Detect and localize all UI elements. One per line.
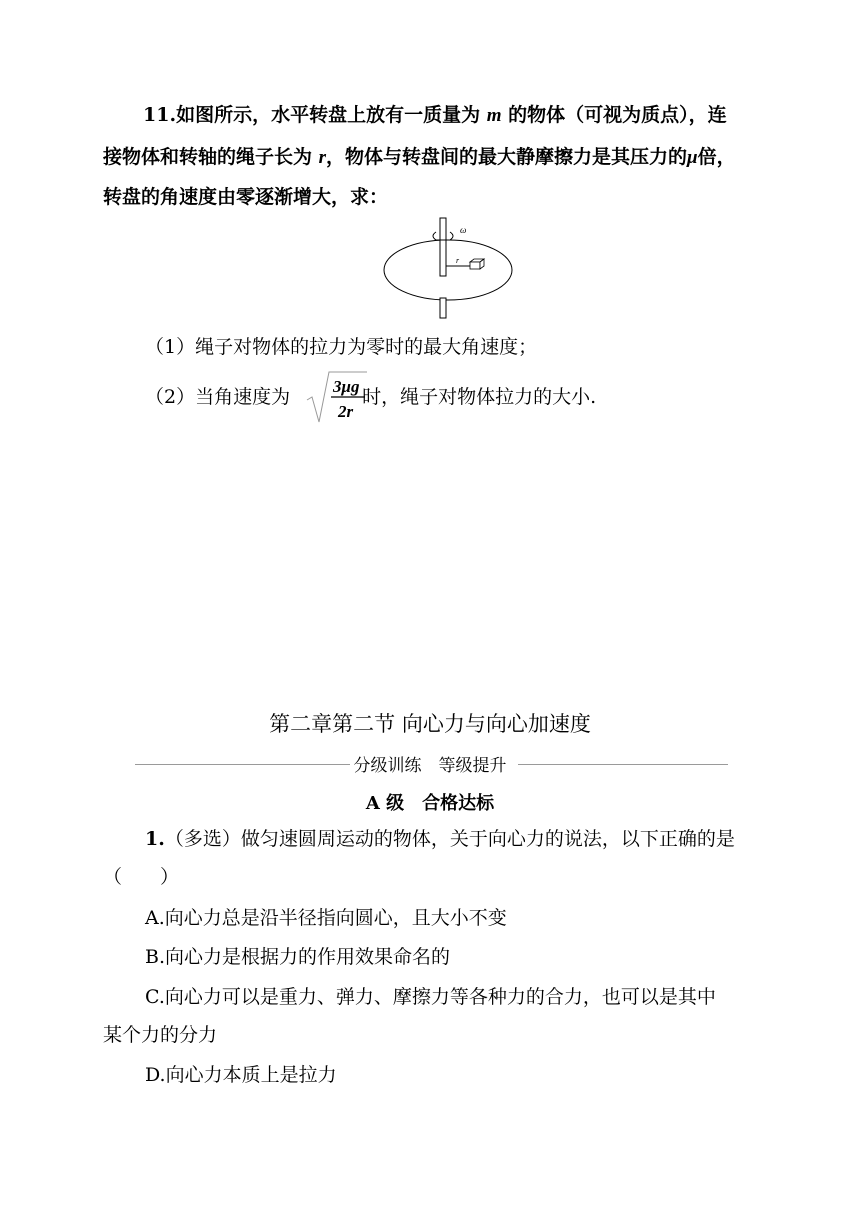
section-title: 第二章第二节 向心力与向心加速度 bbox=[269, 712, 591, 736]
fraction-numerator: 3μg bbox=[333, 377, 360, 396]
q1-line-2 bbox=[103, 866, 763, 888]
q1-answer-blank: （ ） bbox=[103, 866, 180, 888]
section-subtitle-text: 分级训练 等级提升 bbox=[350, 756, 511, 776]
q11-var-r: r bbox=[318, 147, 327, 168]
q1-option-c-cont bbox=[103, 1024, 763, 1046]
q1-option-c bbox=[103, 986, 763, 1008]
q11-part-1-text: （1）绳子对物体的拉力为零时的最大角速度； bbox=[145, 336, 538, 358]
q1-option-c-text-1: C.向心力可以是重力、弹力、摩擦力等各种力的合力，也可以是其中 bbox=[145, 986, 716, 1008]
figure-label-r: r bbox=[456, 256, 460, 265]
q11-line-2 bbox=[103, 146, 763, 169]
q1-option-d-text: D.向心力本质上是拉力 bbox=[145, 1064, 337, 1086]
q11-text-2b: ，物体与转盘间的最大静摩擦力是其压力的 bbox=[326, 146, 688, 168]
q1-option-a-text: A.向心力总是沿半径指向圆心，且大小不变 bbox=[145, 907, 507, 929]
q11-line-1 bbox=[103, 104, 763, 127]
sqrt-fraction bbox=[305, 370, 375, 426]
q11-var-m: m bbox=[486, 105, 502, 126]
q11-text-3: 转盘的角速度由零逐渐增大，求： bbox=[103, 186, 389, 208]
q1-stem: （多选）做匀速圆周运动的物体，关于向心力的说法，以下正确的是 bbox=[164, 828, 735, 850]
q1-option-c-text-2: 某个力的分力 bbox=[103, 1024, 218, 1046]
q1-number: 1. bbox=[145, 828, 165, 850]
section-subtitle bbox=[0, 751, 860, 776]
level-heading: A 级 合格达标 bbox=[365, 793, 495, 814]
turntable-shaft-top bbox=[440, 218, 446, 276]
q11-text-1b: 的物体（可视为质点），连 bbox=[501, 104, 727, 126]
q1-line-1 bbox=[103, 828, 763, 850]
q1-option-a bbox=[103, 907, 763, 929]
q11-part-2-text-a: （2）当角速度为 bbox=[145, 386, 291, 408]
q1-option-b-text: B.向心力是根据力的作用效果命名的 bbox=[145, 946, 451, 968]
q1-option-b bbox=[103, 946, 763, 968]
turntable-disc bbox=[384, 240, 512, 300]
q11-line-3 bbox=[103, 186, 763, 208]
fraction-denominator: 2r bbox=[338, 402, 354, 421]
q11-part-2 bbox=[103, 386, 763, 408]
q11-part-1 bbox=[103, 336, 763, 358]
q11-text-2c: 倍， bbox=[697, 146, 736, 168]
q11-number: 11. bbox=[143, 104, 177, 126]
q1-option-d bbox=[103, 1064, 763, 1086]
turntable-figure bbox=[380, 214, 520, 322]
q11-part-2-text-b: 时，绳子对物体拉力的大小. bbox=[362, 386, 597, 408]
turntable-shaft-bottom bbox=[440, 298, 446, 318]
figure-label-omega: ω bbox=[460, 225, 467, 235]
q11-var-mu: μ bbox=[687, 147, 698, 168]
block-object bbox=[470, 262, 480, 269]
q11-text-1a: 如图所示，水平转盘上放有一质量为 bbox=[176, 104, 487, 126]
q11-text-2a: 接物体和转轴的绳子长为 bbox=[103, 146, 319, 168]
